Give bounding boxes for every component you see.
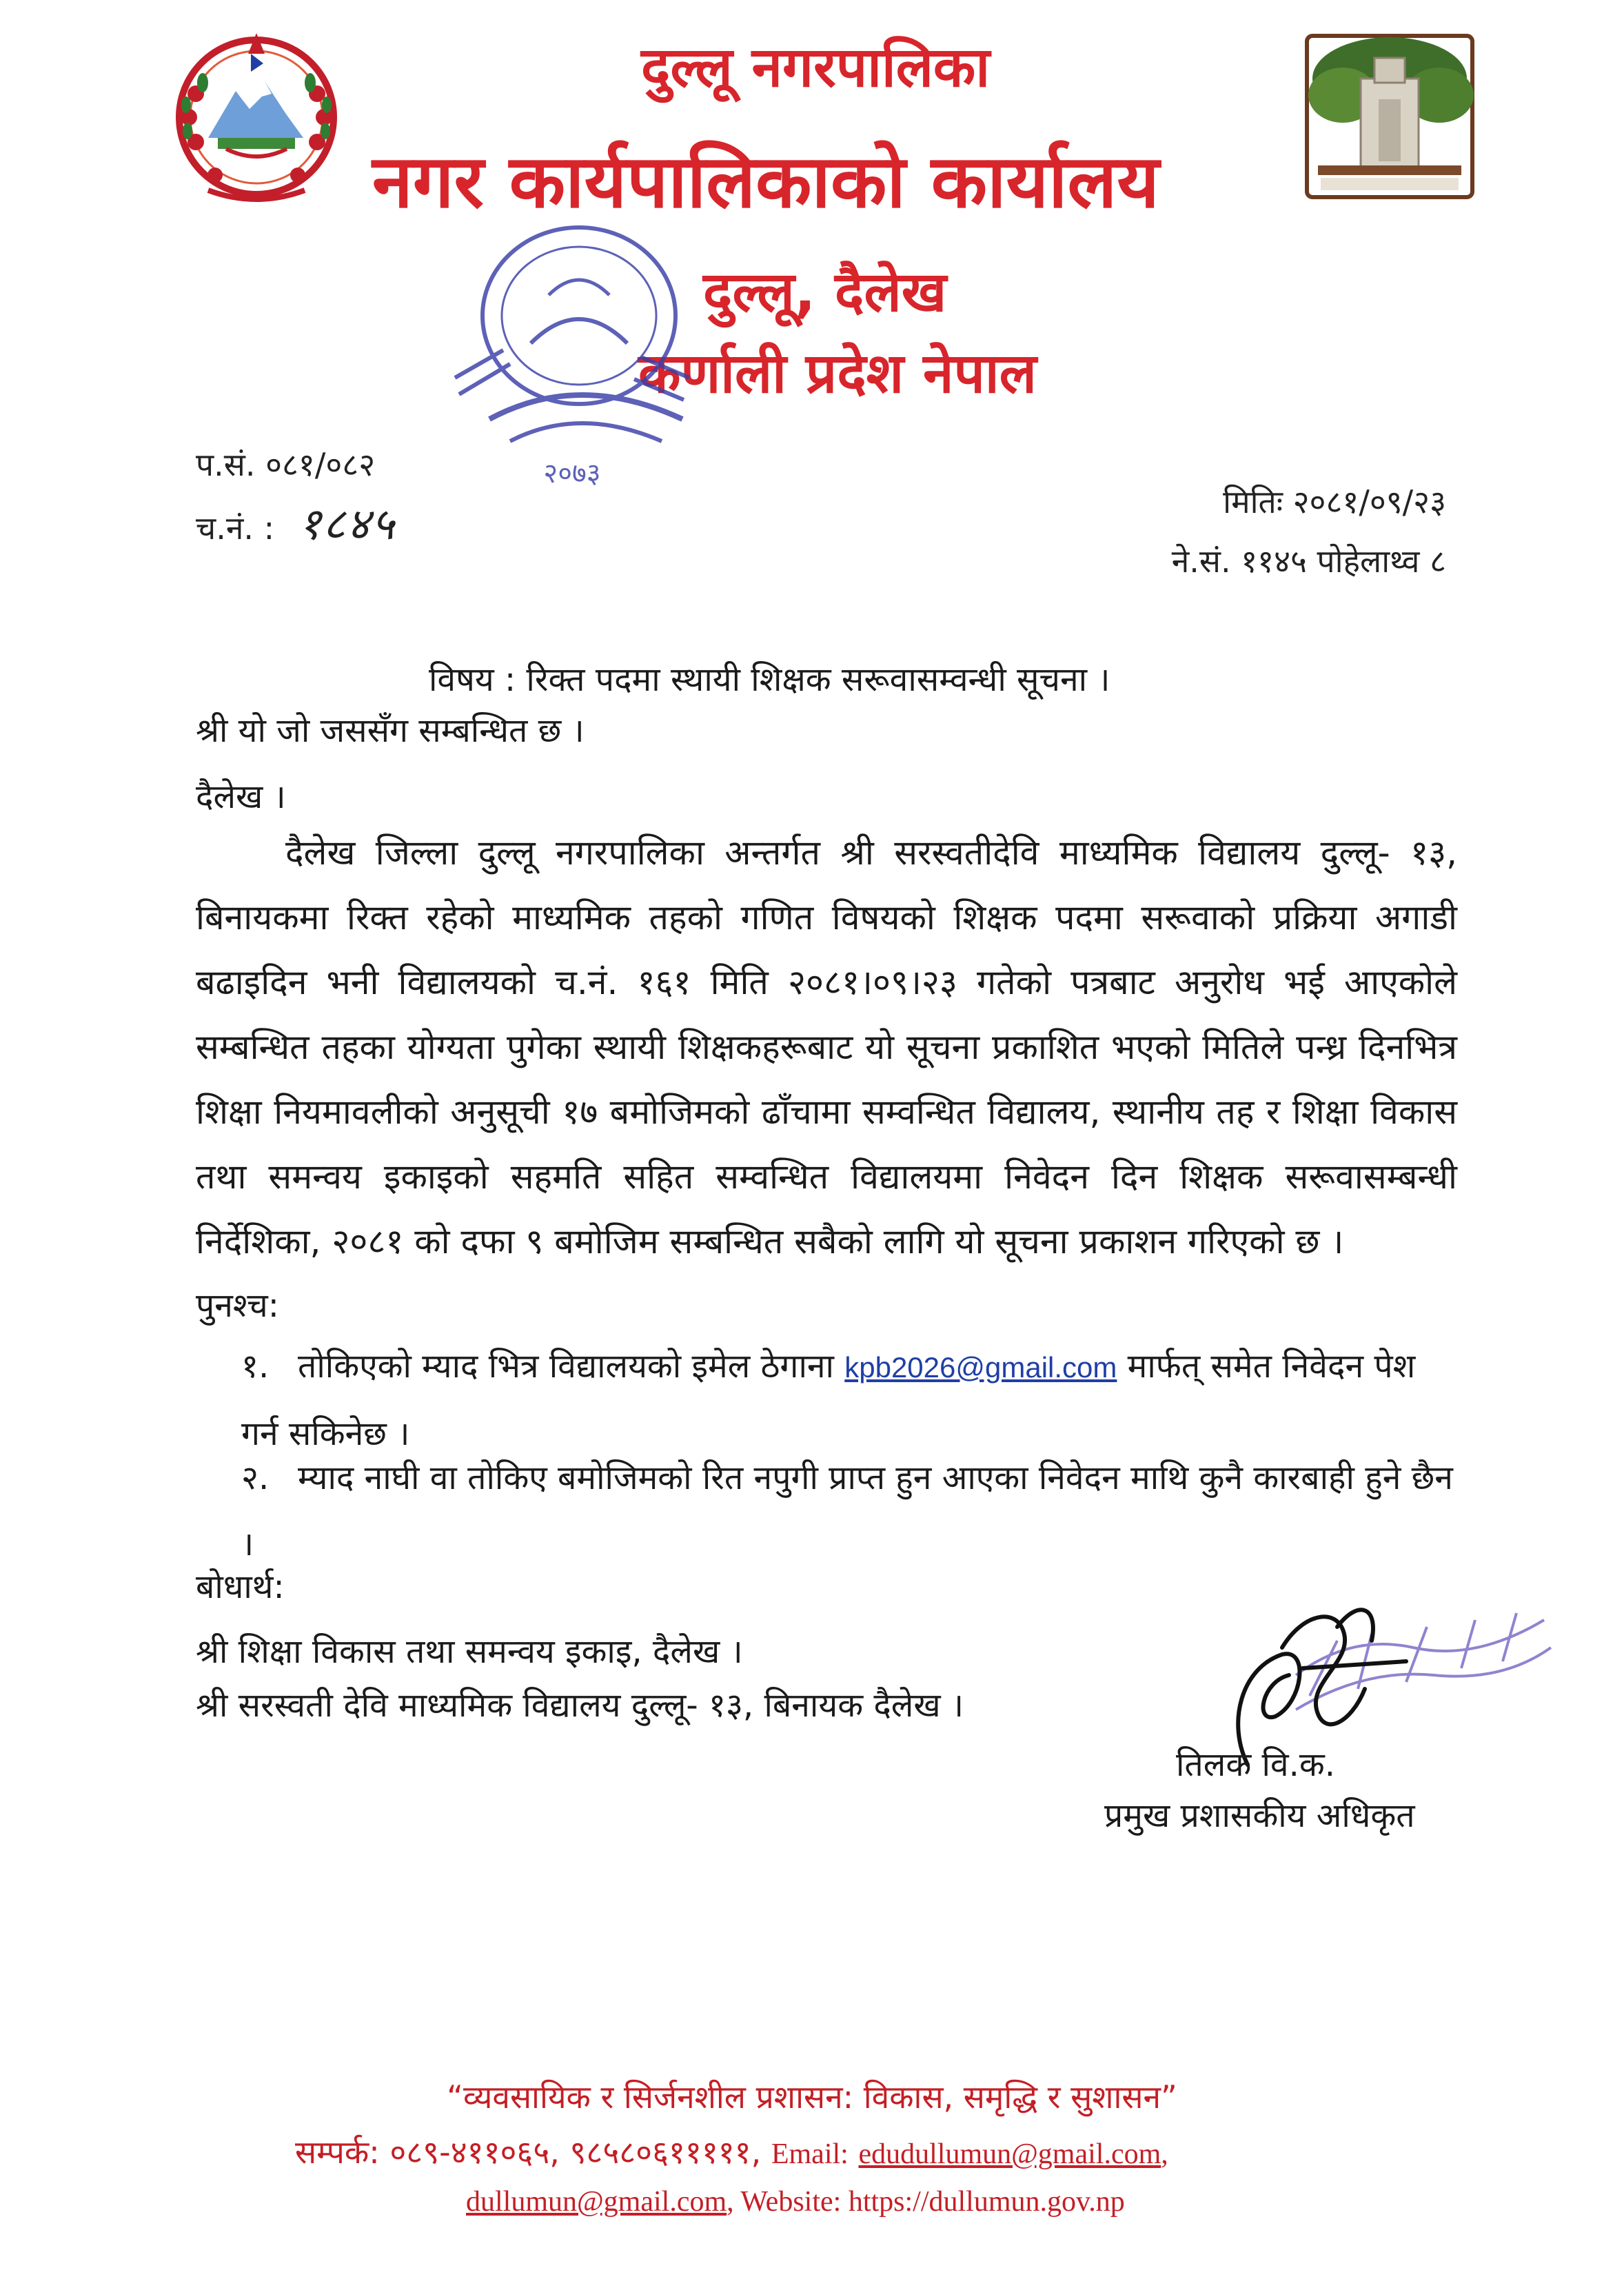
website-url[interactable]: https://dullumun.gov.np (848, 2186, 1125, 2218)
province-name: कर्णाली प्रदेश नेपाल (638, 341, 1037, 405)
postscript-item (241, 1445, 1454, 1577)
signatory-name: तिलक वि.क. (1176, 1745, 1335, 1784)
email-label: Email: (771, 2138, 849, 2170)
postscript-label: पुनश्च: (196, 1286, 279, 1325)
postscript-text: तोकिएको म्याद भित्र विद्यालयको इमेल ठेगाना (298, 1347, 834, 1386)
dispatch-label: च.नं. : (196, 509, 275, 547)
postscript-number: २. (241, 1459, 270, 1497)
footer-email-link[interactable]: edudullumun@gmail.com (858, 2138, 1161, 2170)
salutation-recipient: श्री यो जो जससँग सम्बन्धित छ । (196, 711, 585, 750)
letter-subject: विषय : रिक्त पदमा स्थायी शिक्षक सरूवासम्वन्धी सूचना । (429, 660, 1110, 699)
office-name: नगर कार्यपालिकाको कार्यालय (372, 139, 1159, 224)
footer-web (466, 2185, 1125, 2218)
contact-label: सम्पर्क: (295, 2134, 380, 2171)
cc-recipient: श्री शिक्षा विकास तथा समन्वय इकाइ, दैलेख । (196, 1632, 743, 1671)
letter-date: मितिः २०८१/०९/२३ (1223, 483, 1446, 520)
contact-phones: ०८९-४११०६५, ९८५८०६१११११, (389, 2134, 762, 2171)
postscript-text: मार्फत् समेत निवेदन पेश गर्न सकिनेछ । (241, 1347, 1416, 1453)
dispatch-number: १८४५ (298, 499, 396, 550)
municipal-office-seal (427, 199, 731, 495)
dullu-heritage-monument-logo (1301, 30, 1478, 203)
municipality-name: दुल्लू नगरपालिका (641, 35, 991, 99)
stamp-year: २०७३ (543, 458, 601, 489)
salutation-place: दैलेख । (196, 778, 286, 816)
letter-body (196, 820, 1457, 1274)
nepal-sambat-date: ने.सं. ११४५ पोहेलाथ्व ८ (1171, 543, 1446, 580)
signatory-title: प्रमुख प्रशासकीय अधिकृत (1104, 1796, 1415, 1835)
cc-recipient: श्री सरस्वती देवि माध्यमिक विद्यालय दुल्लू- १३, बिनायक दैलेख । (196, 1686, 964, 1725)
nepal-government-emblem-icon (160, 28, 353, 207)
dispatch-number-row (196, 492, 396, 552)
cc-label: बोधार्थ: (196, 1568, 285, 1606)
letter-body-text: दैलेख जिल्ला दुल्लू नगरपालिका अन्तर्गत श्री सरस्वतीदेवि माध्यमिक विद्यालय दुल्लू- १३, बिनायकमा रिक्त रहेको माध्यमिक तहको गणित विषयको शिक्षक पदमा सरूवाको प्रक्रिया अगाडी बढाइदिन भनी विद्यालयको च.नं. १६१ मिति २०८१।०९।२३ गतेको पत्रबाट अनुरोध भई आएकोले सम्बन्धित तहका योग्यता पुगेका स्थायी शिक्षकहरूबाट यो सूचना प्रकाशित भएको मितिले पन्ध्र दिनभित्र शिक्षा नियमावलीको अनुसूची १७ बमोजिमको ढाँचामा सम्वन्धित विद्यालय, स्थानीय तह र शिक्षा विकास तथा समन्वय इकाइको सहमति सहित सम्वन्धित विद्यालयमा निवेदन दिन शिक्षक सरूवासम्बन्धी निर्देशिका, २०८१ को दफा ९ बमोजिम सम्बन्धित सबैको लागि यो सूचना प्रकाशन गरिएको छ । (196, 833, 1457, 1262)
website-label: , Website: (727, 2186, 842, 2218)
postscript-text: म्याद नाघी वा तोकिए बमोजिमको रित नपुगी प्राप्त हुन आएका निवेदन माथि कुनै कारबाही हुने छैन । (241, 1459, 1453, 1563)
footer-contact: सम्पर्क: ०८९-४११०६५, ९८५८०६१११११, Email: edudullumun@gmail.com, (295, 2134, 1168, 2171)
footer-email-2-link[interactable]: dullumun@gmail.com (466, 2186, 727, 2218)
fiscal-year: प.सं. ०८१/०८२ (196, 446, 376, 483)
footer-motto: “व्यवसायिक र सिर्जनशील प्रशासन: विकास, समृद्धि र सुशासन” (447, 2078, 1177, 2116)
postscript-number: १. (241, 1347, 270, 1386)
school-email-link[interactable]: kpb2026@gmail.com (844, 1351, 1117, 1384)
office-location: दुल्लू, दैलेख (703, 260, 947, 324)
